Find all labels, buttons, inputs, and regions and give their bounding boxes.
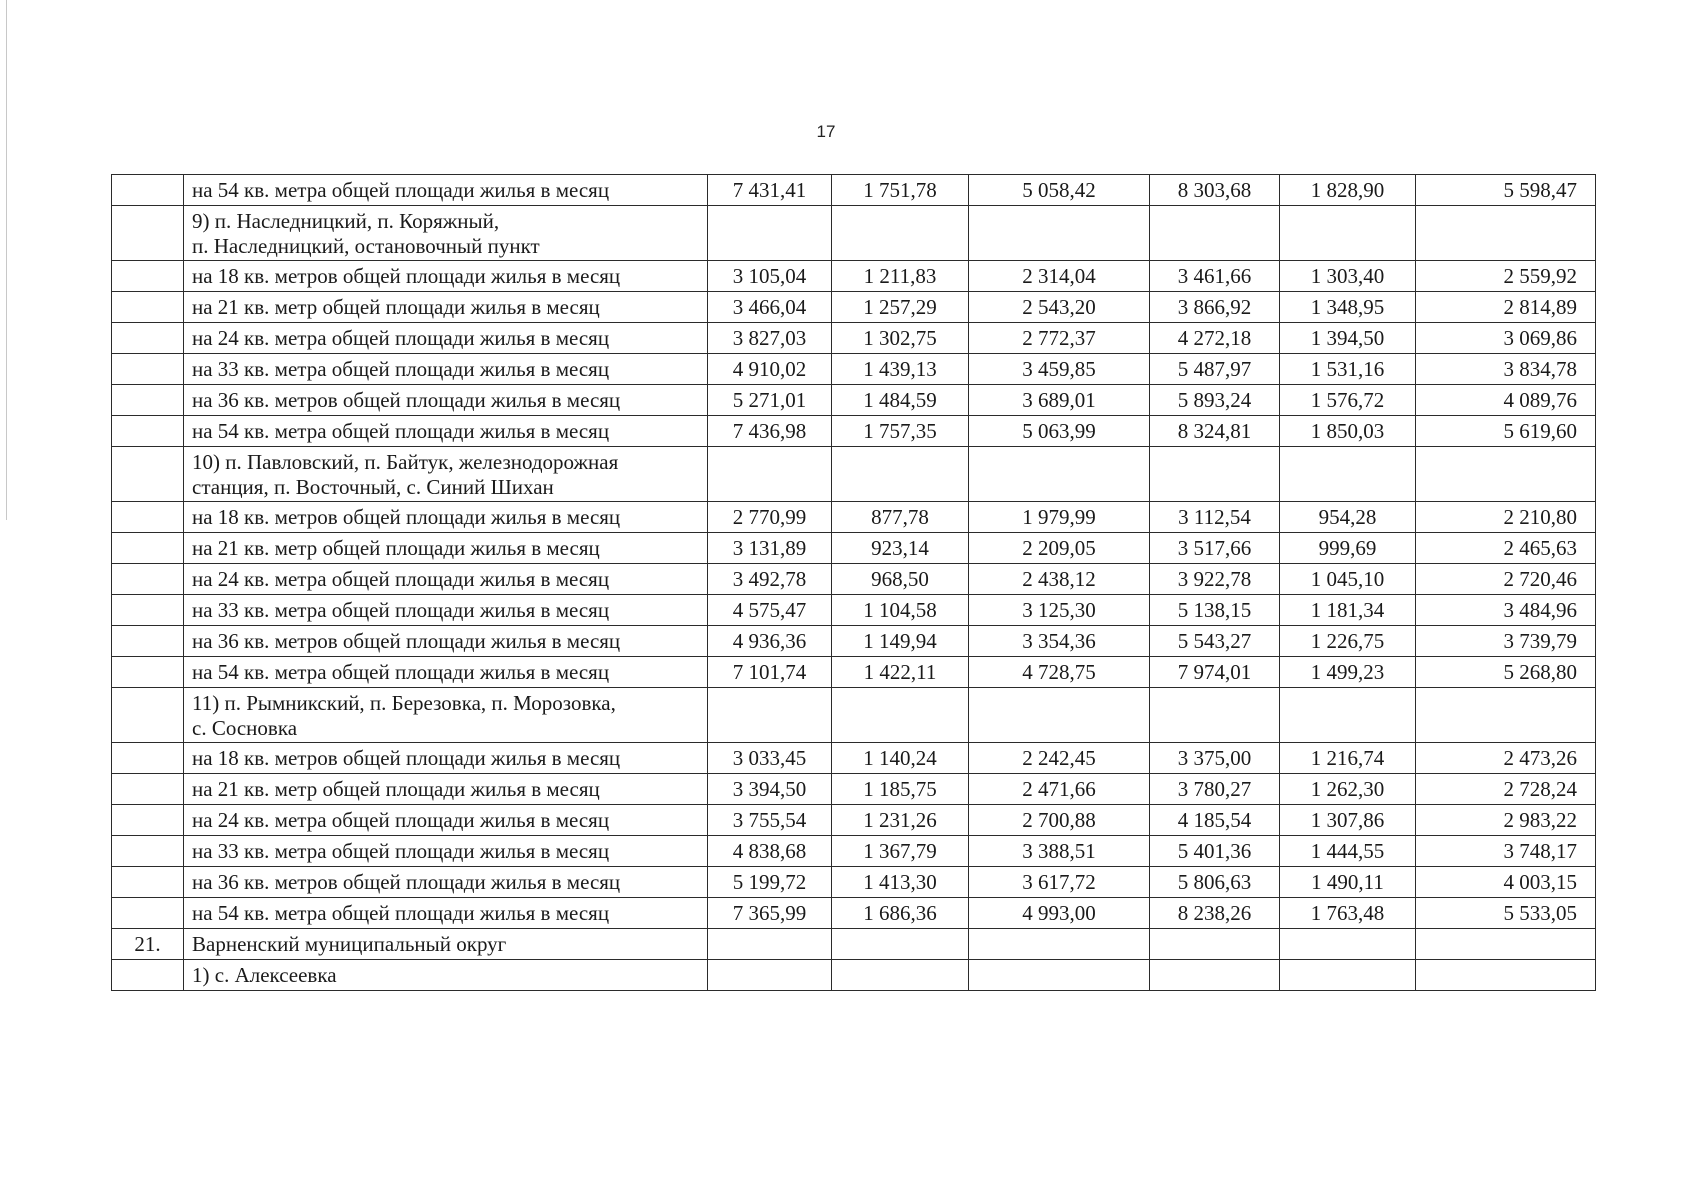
table-row (112, 292, 1596, 323)
value-cell (969, 960, 1150, 991)
row-number-cell (112, 292, 184, 323)
value-cell: 1 763,48 (1280, 898, 1416, 929)
value-cell: 2 314,04 (969, 261, 1150, 292)
row-label-cell (184, 688, 708, 743)
page-number: 17 (816, 122, 836, 141)
value-cell: 3 484,96 (1416, 595, 1596, 626)
value-cell (1280, 960, 1416, 991)
value-cell (708, 447, 832, 502)
row-label-line2: станция, п. Восточный, с. Синий Шихан (192, 475, 554, 499)
value-cell: 3 466,04 (708, 292, 832, 323)
value-cell: 1 531,16 (1280, 354, 1416, 385)
table-row (112, 261, 1596, 292)
row-number-cell (112, 564, 184, 595)
value-cell: 4 272,18 (1150, 323, 1280, 354)
table-row (112, 960, 1596, 991)
value-cell: 4 575,47 (708, 595, 832, 626)
value-cell: 1 757,35 (832, 416, 969, 447)
value-cell: 1 211,83 (832, 261, 969, 292)
row-label-cell: на 33 кв. метра общей площади жилья в месяц (184, 354, 708, 385)
value-cell (708, 206, 832, 261)
table-body (112, 175, 1596, 991)
value-cell: 1 751,78 (832, 175, 969, 206)
row-label-cell: на 36 кв. метров общей площади жилья в месяц (184, 626, 708, 657)
value-cell: 4 003,15 (1416, 867, 1596, 898)
value-cell: 3 492,78 (708, 564, 832, 595)
value-cell: 2 814,89 (1416, 292, 1596, 323)
value-cell: 1 185,75 (832, 774, 969, 805)
value-cell (1150, 929, 1280, 960)
row-label-cell: на 18 кв. метров общей площади жилья в месяц (184, 502, 708, 533)
table-row (112, 533, 1596, 564)
row-label-cell: 1) с. Алексеевка (184, 960, 708, 991)
row-label-cell: на 54 кв. метра общей площади жилья в месяц (184, 416, 708, 447)
value-cell: 3 780,27 (1150, 774, 1280, 805)
value-cell (708, 960, 832, 991)
value-cell: 1 140,24 (832, 743, 969, 774)
row-label-cell: на 21 кв. метр общей площади жилья в месяц (184, 292, 708, 323)
value-cell: 3 827,03 (708, 323, 832, 354)
value-cell: 1 348,95 (1280, 292, 1416, 323)
row-label-cell: на 24 кв. метра общей площади жилья в месяц (184, 805, 708, 836)
value-cell (1416, 929, 1596, 960)
value-cell: 1 444,55 (1280, 836, 1416, 867)
value-cell (1280, 447, 1416, 502)
value-cell: 1 307,86 (1280, 805, 1416, 836)
row-label-line2: с. Сосновка (192, 716, 298, 740)
value-cell (1150, 960, 1280, 991)
table-row (112, 385, 1596, 416)
value-cell (1416, 447, 1596, 502)
value-cell: 2 471,66 (969, 774, 1150, 805)
row-label-cell: на 24 кв. метра общей площади жилья в месяц (184, 323, 708, 354)
value-cell: 1 686,36 (832, 898, 969, 929)
scan-edge-line (6, 0, 7, 520)
row-number-cell (112, 805, 184, 836)
row-number-cell (112, 261, 184, 292)
value-cell: 2 210,80 (1416, 502, 1596, 533)
row-label-cell: Варненский муниципальный округ (184, 929, 708, 960)
row-number-cell (112, 688, 184, 743)
value-cell: 4 838,68 (708, 836, 832, 867)
table-row (112, 502, 1596, 533)
value-cell: 5 806,63 (1150, 867, 1280, 898)
row-number-cell (112, 960, 184, 991)
value-cell (832, 688, 969, 743)
value-cell: 1 499,23 (1280, 657, 1416, 688)
value-cell: 5 401,36 (1150, 836, 1280, 867)
value-cell (969, 929, 1150, 960)
value-cell: 2 772,37 (969, 323, 1150, 354)
value-cell: 5 058,42 (969, 175, 1150, 206)
table-row (112, 595, 1596, 626)
row-number-cell (112, 385, 184, 416)
row-label-cell: на 54 кв. метра общей площади жилья в месяц (184, 898, 708, 929)
value-cell: 3 617,72 (969, 867, 1150, 898)
row-label-line1: 10) п. Павловский, п. Байтук, железнодорожная (192, 450, 619, 474)
value-cell: 2 983,22 (1416, 805, 1596, 836)
value-cell: 5 271,01 (708, 385, 832, 416)
value-cell (1280, 206, 1416, 261)
value-cell: 2 438,12 (969, 564, 1150, 595)
value-cell: 7 431,41 (708, 175, 832, 206)
table-row (112, 805, 1596, 836)
row-number-cell (112, 774, 184, 805)
value-cell: 4 089,76 (1416, 385, 1596, 416)
row-number-cell (112, 354, 184, 385)
row-label-cell (184, 447, 708, 502)
row-label-cell: на 36 кв. метров общей площади жилья в месяц (184, 385, 708, 416)
value-cell (969, 447, 1150, 502)
value-cell: 3 354,36 (969, 626, 1150, 657)
value-cell: 2 728,24 (1416, 774, 1596, 805)
row-number-cell (112, 502, 184, 533)
value-cell: 3 459,85 (969, 354, 1150, 385)
value-cell: 2 543,20 (969, 292, 1150, 323)
tariff-table (111, 174, 1596, 991)
value-cell (708, 929, 832, 960)
value-cell: 5 487,97 (1150, 354, 1280, 385)
value-cell: 8 324,81 (1150, 416, 1280, 447)
value-cell: 1 231,26 (832, 805, 969, 836)
value-cell: 3 105,04 (708, 261, 832, 292)
value-cell: 3 922,78 (1150, 564, 1280, 595)
value-cell: 5 138,15 (1150, 595, 1280, 626)
value-cell: 1 979,99 (969, 502, 1150, 533)
row-number-cell (112, 898, 184, 929)
table-row (112, 898, 1596, 929)
row-label-cell: на 18 кв. метров общей площади жилья в месяц (184, 261, 708, 292)
value-cell: 3 755,54 (708, 805, 832, 836)
value-cell: 1 850,03 (1280, 416, 1416, 447)
table-row (112, 564, 1596, 595)
row-label-line1: 9) п. Наследницкий, п. Коряжный, (192, 209, 500, 233)
value-cell: 2 700,88 (969, 805, 1150, 836)
value-cell: 5 533,05 (1416, 898, 1596, 929)
table-row (112, 354, 1596, 385)
row-number-cell (112, 533, 184, 564)
value-cell: 1 302,75 (832, 323, 969, 354)
value-cell: 2 770,99 (708, 502, 832, 533)
value-cell: 968,50 (832, 564, 969, 595)
value-cell: 3 033,45 (708, 743, 832, 774)
value-cell: 1 394,50 (1280, 323, 1416, 354)
value-cell: 5 543,27 (1150, 626, 1280, 657)
value-cell: 1 490,11 (1280, 867, 1416, 898)
table-row (112, 175, 1596, 206)
row-label-line1: 11) п. Рымникский, п. Березовка, п. Морозовка, (192, 691, 616, 715)
value-cell (1150, 447, 1280, 502)
value-cell: 4 910,02 (708, 354, 832, 385)
value-cell: 1 226,75 (1280, 626, 1416, 657)
value-cell: 1 576,72 (1280, 385, 1416, 416)
value-cell: 3 394,50 (708, 774, 832, 805)
value-cell: 7 436,98 (708, 416, 832, 447)
value-cell: 5 268,80 (1416, 657, 1596, 688)
table-row (112, 867, 1596, 898)
row-number-cell (112, 323, 184, 354)
value-cell: 2 465,63 (1416, 533, 1596, 564)
row-label-cell: на 33 кв. метра общей площади жилья в месяц (184, 595, 708, 626)
value-cell (969, 206, 1150, 261)
value-cell: 3 834,78 (1416, 354, 1596, 385)
value-cell: 3 375,00 (1150, 743, 1280, 774)
value-cell (1280, 688, 1416, 743)
table-row (112, 657, 1596, 688)
row-number-cell (112, 175, 184, 206)
value-cell: 3 461,66 (1150, 261, 1280, 292)
row-label-cell: на 33 кв. метра общей площади жилья в месяц (184, 836, 708, 867)
row-label-line2: п. Наследницкий, остановочный пункт (192, 234, 540, 258)
value-cell: 4 728,75 (969, 657, 1150, 688)
value-cell: 7 365,99 (708, 898, 832, 929)
value-cell: 1 303,40 (1280, 261, 1416, 292)
row-label-cell (184, 206, 708, 261)
row-label-cell: на 24 кв. метра общей площади жилья в месяц (184, 564, 708, 595)
value-cell (1416, 206, 1596, 261)
row-number-cell (112, 867, 184, 898)
table-row (112, 774, 1596, 805)
value-cell: 1 181,34 (1280, 595, 1416, 626)
value-cell: 8 303,68 (1150, 175, 1280, 206)
value-cell: 3 866,92 (1150, 292, 1280, 323)
value-cell (1150, 206, 1280, 261)
value-cell: 1 149,94 (832, 626, 969, 657)
row-label-cell: на 21 кв. метр общей площади жилья в месяц (184, 533, 708, 564)
value-cell: 1 413,30 (832, 867, 969, 898)
table-row (112, 626, 1596, 657)
value-cell: 3 125,30 (969, 595, 1150, 626)
row-label-cell: на 54 кв. метра общей площади жилья в месяц (184, 175, 708, 206)
value-cell: 999,69 (1280, 533, 1416, 564)
value-cell: 3 517,66 (1150, 533, 1280, 564)
row-label-cell: на 21 кв. метр общей площади жилья в месяц (184, 774, 708, 805)
value-cell: 8 238,26 (1150, 898, 1280, 929)
value-cell: 1 104,58 (832, 595, 969, 626)
row-number-cell (112, 836, 184, 867)
value-cell (969, 688, 1150, 743)
row-number-cell (112, 595, 184, 626)
value-cell: 3 131,89 (708, 533, 832, 564)
value-cell: 1 216,74 (1280, 743, 1416, 774)
row-number-cell (112, 743, 184, 774)
value-cell: 4 185,54 (1150, 805, 1280, 836)
value-cell (832, 929, 969, 960)
row-label-cell: на 36 кв. метров общей площади жилья в месяц (184, 867, 708, 898)
value-cell: 1 828,90 (1280, 175, 1416, 206)
table-row (112, 447, 1596, 502)
value-cell: 1 439,13 (832, 354, 969, 385)
row-number-cell (112, 626, 184, 657)
value-cell (708, 688, 832, 743)
value-cell (1280, 929, 1416, 960)
value-cell: 3 388,51 (969, 836, 1150, 867)
value-cell (832, 447, 969, 502)
value-cell: 5 893,24 (1150, 385, 1280, 416)
value-cell: 5 619,60 (1416, 416, 1596, 447)
table-row (112, 688, 1596, 743)
value-cell: 5 199,72 (708, 867, 832, 898)
row-number-cell (112, 416, 184, 447)
value-cell: 1 045,10 (1280, 564, 1416, 595)
table-row (112, 416, 1596, 447)
value-cell (832, 960, 969, 991)
value-cell: 4 993,00 (969, 898, 1150, 929)
table-row (112, 206, 1596, 261)
table-row (112, 929, 1596, 960)
value-cell: 1 257,29 (832, 292, 969, 323)
value-cell: 3 739,79 (1416, 626, 1596, 657)
value-cell: 3 112,54 (1150, 502, 1280, 533)
table-row (112, 836, 1596, 867)
value-cell: 5 598,47 (1416, 175, 1596, 206)
value-cell: 1 422,11 (832, 657, 969, 688)
row-number-cell (112, 447, 184, 502)
row-label-cell: на 54 кв. метра общей площади жилья в месяц (184, 657, 708, 688)
value-cell: 877,78 (832, 502, 969, 533)
value-cell (1416, 960, 1596, 991)
table-row (112, 743, 1596, 774)
value-cell: 3 069,86 (1416, 323, 1596, 354)
value-cell: 7 101,74 (708, 657, 832, 688)
value-cell: 923,14 (832, 533, 969, 564)
value-cell: 2 242,45 (969, 743, 1150, 774)
value-cell: 1 367,79 (832, 836, 969, 867)
row-number-cell (112, 206, 184, 261)
value-cell: 1 484,59 (832, 385, 969, 416)
value-cell: 954,28 (1280, 502, 1416, 533)
value-cell: 3 748,17 (1416, 836, 1596, 867)
value-cell: 3 689,01 (969, 385, 1150, 416)
row-number-cell: 21. (112, 929, 184, 960)
value-cell (1416, 688, 1596, 743)
value-cell: 1 262,30 (1280, 774, 1416, 805)
value-cell: 2 720,46 (1416, 564, 1596, 595)
value-cell: 4 936,36 (708, 626, 832, 657)
value-cell: 2 473,26 (1416, 743, 1596, 774)
value-cell: 7 974,01 (1150, 657, 1280, 688)
value-cell: 2 559,92 (1416, 261, 1596, 292)
value-cell: 2 209,05 (969, 533, 1150, 564)
row-number-cell (112, 657, 184, 688)
value-cell: 5 063,99 (969, 416, 1150, 447)
value-cell (1150, 688, 1280, 743)
table-row (112, 323, 1596, 354)
row-label-cell: на 18 кв. метров общей площади жилья в месяц (184, 743, 708, 774)
value-cell (832, 206, 969, 261)
